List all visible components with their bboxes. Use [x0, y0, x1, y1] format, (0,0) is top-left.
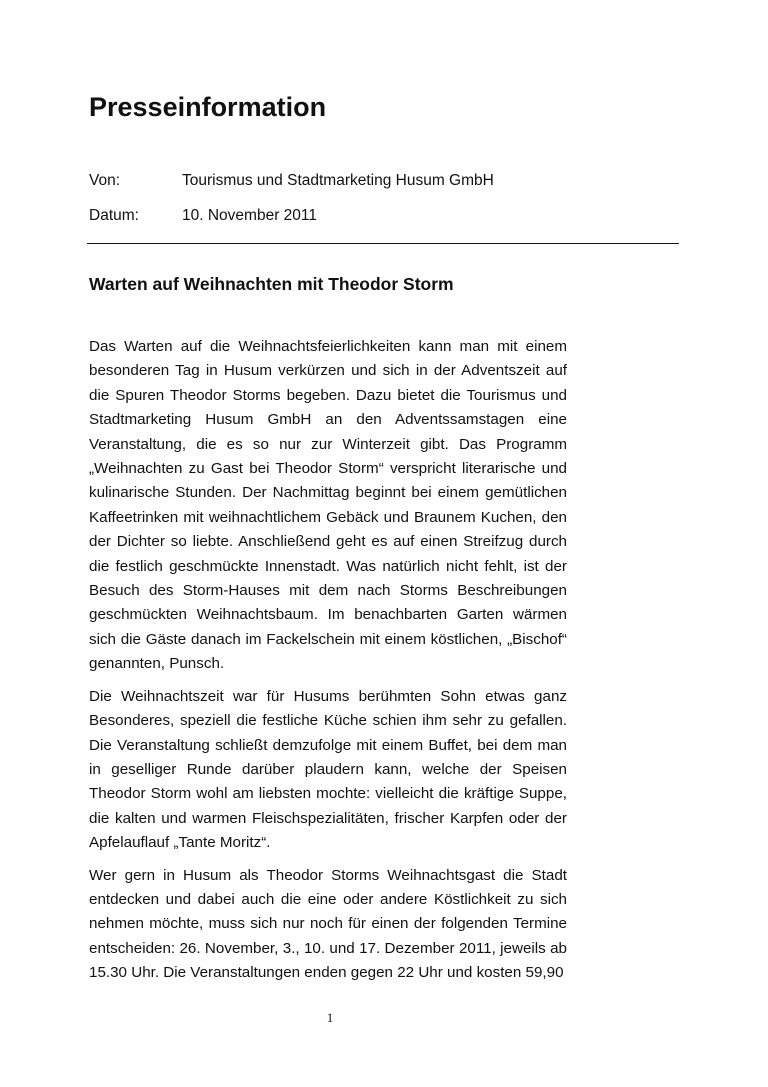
paragraph: Die Weihnachtszeit war für Husums berühmten Sohn etwas ganz Besonderes, speziell die festliche Küche schien ihm sehr zu gefallen. Die Veranstaltung schließt demzufolge mit einem Buffet, bei dem man in geselliger Runde darüber plaudern kann, welche der Speisen Theodor Storm wohl am liebsten mochte: vielleicht die kräftige Suppe, die kalten und warmen Fleischspezialitäten, frischer Karpfen oder der Apfelauflauf „Tante Moritz“.	[89, 687, 567, 852]
page-number: 1	[326, 1010, 334, 1025]
article-headline: Warten auf Weihnachten mit Theodor Storm	[89, 274, 454, 294]
page-title: Presseinformation	[89, 92, 327, 122]
date-value: 10. November 2011	[182, 207, 317, 224]
date-label: Datum:	[89, 207, 139, 224]
article-body	[89, 335, 567, 994]
paragraph: Wer gern in Husum als Theodor Storms Weihnachtsgast die Stadt entdecken und dabei auch die eine oder andere Köstlichkeit zu sich nehmen möchte, muss sich nur noch für einen der folgenden Termine entscheiden: 26. November, 3., 10. und 17. Dezember 2011, jeweils ab 15.30 Uhr. Die Veranstaltungen enden gegen 22 Uhr und kosten 59,90	[89, 866, 567, 982]
header-divider	[87, 243, 679, 244]
sender-label: Von:	[89, 172, 121, 189]
paragraph: Das Warten auf die Weihnachtsfeierlichkeiten kann man mit einem besonderen Tag in Husum verkürzen und sich in der Adventszeit auf die Spuren Theodor Storms begeben. Dazu bietet die Tourismus und Stadtmarketing Husum GmbH an den Adventssamstagen eine Veranstaltung, die es so nur zur Winterzeit gibt. Das Programm „Weihnachten zu Gast bei Theodor Storm“ verspricht literarische und kulinarische Stunden. Der Nachmittag beginnt bei einem gemütlichen Kaffeetrinken mit weihnachtlichem Gebäck und Braunem Kuchen, den der Dichter so liebte. Anschließend geht es auf einen Streifzug durch die festlich geschmückte Innenstadt. Was natürlich nicht fehlt, ist der Besuch des Storm-Hauses mit dem nach Storms Beschreibungen geschmückten Weihnachtsbaum. Im benachbarten Garten wärmen sich die Gäste danach im Fackelschein mit einem köstlichen, „Bischof“ genannten, Punsch.	[89, 338, 567, 673]
sender-value: Tourismus und Stadtmarketing Husum GmbH	[182, 172, 494, 189]
